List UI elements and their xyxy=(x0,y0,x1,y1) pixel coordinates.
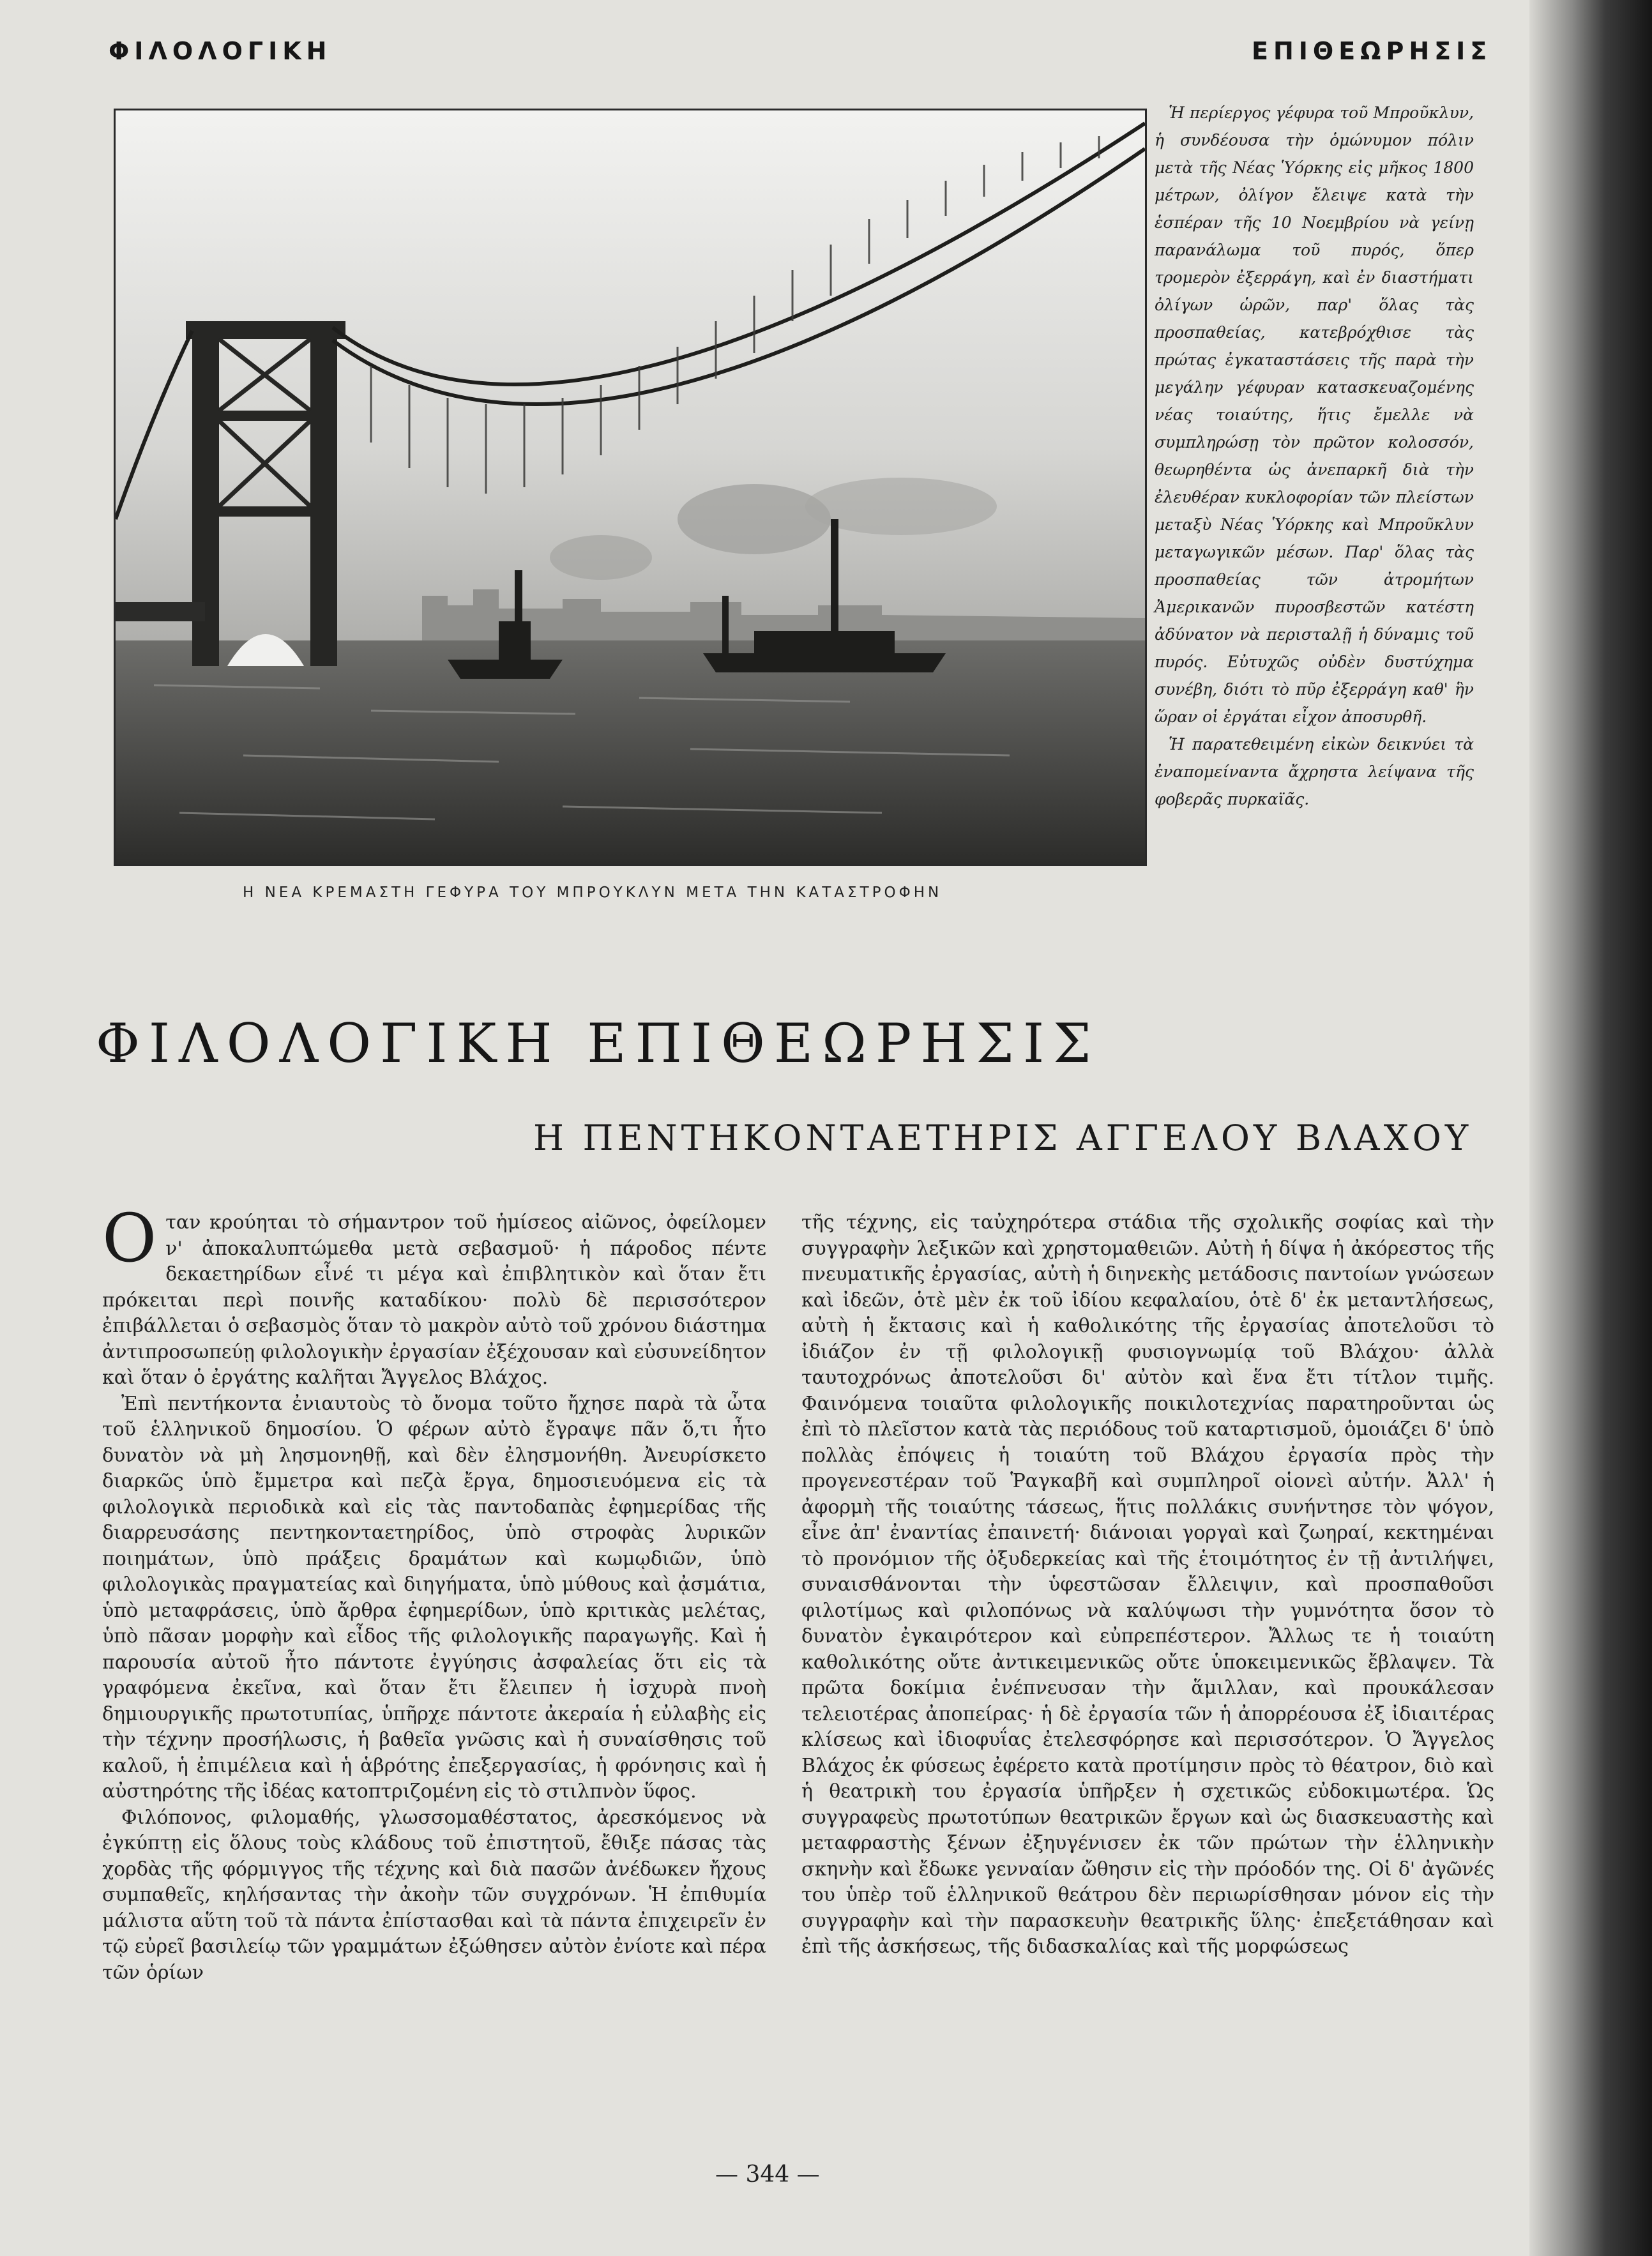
running-header-left: ΦΙΛΟΛΟΓΙΚΗ xyxy=(109,37,332,65)
book-binding-shadow xyxy=(1529,0,1652,2256)
article-column-right xyxy=(801,1210,1494,1960)
sidebar-paragraph: Ἡ παρατεθειμένη εἰκὼν δεικνύει τὰ ἐναπομείναντα ἄχρηστα λείψανα τῆς φοβερᾶς πυρκαϊᾶς. xyxy=(1155,735,1474,808)
article-paragraph: Ἐπὶ πεντήκοντα ἐνιαυτοὺς τὸ ὄνομα τοῦτο ἤχησε παρὰ τὰ ὦτα τοῦ ἑλληνικοῦ δημοσίου. Ὁ φέρων αὐτὸ ἔγραψε πᾶν ὅ,τι ἦτο δυνατὸν νὰ μὴ λησμονηθῇ, καὶ δὲν ἐλησμονήθη. Ἀνευρίσκετο διαρκῶς ὑπὸ ἔμμετρα καὶ πεζὰ ἔργα, δημοσιευόμενα εἰς τὰ φιλολογικὰ περιοδικὰ καὶ εἰς τὰς παντοδαπὰς ἐφημερίδας τῆς διαρρευσάσης πεντηκονταετηρίδος, ὑπὸ στροφὰς λυρικῶν ποιημάτων, ὑπὸ πράξεις δραμάτων καὶ κωμῳδιῶν, ὑπὸ φιλολογικὰς πραγματείας καὶ διηγήματα, ὑπὸ μύθους καὶ ᾀσμάτια, ὑπὸ μεταφράσεις, ὑπὸ ἄρθρα ἐφημερίδων, ὑπὸ κριτικὰς μελέτας, ὑπὸ πᾶσαν μορφὴν καὶ εἶδος τῆς φιλολογικῆς παραγωγῆς. Καὶ ἡ παρουσία αὐτοῦ ἦτο πάντοτε ἐγγύησις ἀσφαλείας ὅτι εἰς τὰ γραφόμενα ἐκεῖνα, καὶ ὅταν ἔτι ἔλειπεν ἡ ἰσχυρὰ πνοὴ δημιουργικῆς πρωτοτυπίας, ὑπῆρχε πάντοτε ἀκεραία ἡ εὐλαβὴς εἰς τὴν τέχνην προσήλωσις, ἡ βαθεῖα γνῶσις καὶ ἡ συναίσθησις τοῦ καλοῦ, ἡ ἐπιμέλεια καὶ ἡ ἁβρότης ἐπεξεργασίας, ἡ φρόνησις καὶ ἡ αὐστηρότης τῆς ἰδέας κατοπτριζομένη εἰς τὸ στιλπνὸν ὕφος. xyxy=(102,1392,766,1803)
running-header-right: ΕΠΙΘΕΩΡΗΣΙΣ xyxy=(1252,37,1492,65)
article-paragraph-text: ταν κρούηται τὸ σήμαντρον τοῦ ἡμίσεος αἰῶνος, ὀφείλομεν ν' ἀποκαλυπτώμεθα μετὰ σεβασμοῦ· ἡ πάροδος πέντε δεκαετηρίδων εἶνέ τι μέγα καὶ ἐπιβλητικὸν καὶ ὅταν ἔτι πρόκειται περὶ ποινῆς καταδίκου· πολὺ δὲ περισσότερον ἐπιβάλλεται ὁ σεβασμὸς ὅταν τὸ μακρὸν αὐτὸ τοῦ χρόνου διάστημα ἀντιπροσωπεύῃ φιλολογικὴν ἐργασίαν ἐξέχουσαν καὶ εὐσυνείδητον καὶ ὅταν ὁ ἐργάτης καλῆται Ἄγγελος Βλάχος. xyxy=(102,1211,766,1389)
article-title: ΦΙΛΟΛΟΓΙΚΗ ΕΠΙΘΕΩΡΗΣΙΣ xyxy=(96,1012,1100,1075)
article-paragraph: τῆς τέχνης, εἰς ταὐχηρότερα στάδια τῆς σχολικῆς σοφίας καὶ τὴν συγγραφὴν λεξικῶν καὶ χρηστομαθειῶν. Αὐτὴ ἡ δίψα ἡ ἀκόρεστος τῆς πνευματικῆς ἐργασίας, αὐτὴ ἡ διηνεκὴς μετάδοσις παντοίων γνώσεων καὶ ἰδεῶν, ὁτὲ μὲν ἐκ τοῦ ἰδίου κεφαλαίου, ὁτὲ δ' ἐκ μεταντλήσεως, αὐτὴ ἡ ἔκτασις καὶ ἡ καθολικότης τῆς ἐργασίας ἀποτελοῦσι τὸ ἰδιάζον ἐν τῇ φιλολογικῇ φυσιογνωμίᾳ τοῦ Βλάχου· ἀλλὰ ταυτοχρόνως ἀποτελοῦσι δι' αὐτὸν καὶ ἕνα ἔτι τίτλον τιμῆς. Φαινόμενα τοιαῦτα φιλολογικῆς ποικιλοτεχνίας παρατηροῦνται ὡς ἐπὶ τὸ πλεῖστον κατὰ τὰς περιόδους τοῦ καταρτισμοῦ, ὁμοιάζει δ' ὑπὸ πολλὰς ἐπόψεις ἡ τοιαύτη τοῦ Βλάχου ἐργασία πρὸς τὴν προγενεστέραν τοῦ Ῥαγκαβῆ καὶ συμπληροῖ οἱονεὶ αὐτήν. Ἀλλ' ἡ ἀφορμὴ τῆς τοιαύτης τάσεως, ἥτις πολλάκις συνήντησε τὸν ψόγον, εἶνε ἀπ' ἐναντίας ἐπαινετή· διάνοιαι γοργαὶ καὶ ζωηραί, κεκτημέναι τὸ προνόμιον τῆς ὀξυδερκείας καὶ τῆς ἑτοιμότητος ἐν τῇ ἀντιλήψει, συναισθάνονται τὴν ὑφεστῶσαν ἔλλειψιν, καὶ προσπαθοῦσι φιλοτίμως καὶ φιλοπόνως νὰ καλύψωσι τὴν γυμνότητα ὅσον τὸ δυνατὸν ἐγκαιρότερον καὶ εὐπρεπέστερον. Ἄλλως τε ἡ τοιαύτη καθολικότης οὔτε ἀντικειμενικῶς οὔτε ὑποκειμενικῶς ἔβλαψεν. Τὰ πρῶτα δοκίμια ἐνέπνευσαν τὴν ἅμιλλαν, καὶ προυκάλεσαν τελειοτέρας ἀποπείρας· ἡ δὲ ἐργασία τῶν ἡ ἀπορρέουσα ἐξ ἰδιαιτέρας κλίσεως καὶ ἰδιοφυΐας ἐτελεσφόρησε καὶ περισσότερον. Ὁ Ἄγγελος Βλάχος ἐκ φύσεως ἐφέρετο κατὰ προτίμησιν πρὸς τὸ θέατρον, διὸ καὶ ἡ θεατρικὴ του ἐργασία ὑπῆρξεν ἡ σχετικῶς εὐδοκιμωτέρα. Ὡς συγγραφεὺς πρωτοτύπων θεατρικῶν ἔργων καὶ ὡς διασκευαστὴς καὶ μεταφραστὴς ξένων ἐξηυγένισεν ἐκ τῶν πρώτων τὴν ἑλληνικὴν σκηνὴν καὶ ἔδωκε γενναίαν ὤθησιν εἰς τὴν πρόοδόν της. Οἱ δ' ἀγῶνές του ὑπὲρ τοῦ ἑλληνικοῦ θεάτρου δὲν περιωρίσθησαν μόνον εἰς τὴν συγγραφὴν καὶ τὴν παρασκευὴν θεατρικῆς ὕλης· ἐπεξετάθησαν καὶ ἐπὶ τῆς ἀσκήσεως, τῆς διδασκαλίας καὶ τῆς μορφώσεως xyxy=(801,1211,1494,1958)
sidebar-text xyxy=(1155,99,1474,813)
drop-cap: Ο xyxy=(102,1199,157,1277)
sidebar-paragraph: Ἡ περίεργος γέφυρα τοῦ Μπροῦκλυν, ἡ συνδέουσα τὴν ὁμώνυμον πόλιν μετὰ τῆς Νέας Ὑόρκης εἰς μῆκος 1800 μέτρων, ὀλίγον ἔλειψε κατὰ τὴν ἑσπέραν τῆς 10 Νοεμβρίου νὰ γείνῃ παρανάλωμα τοῦ πυρός, ὅπερ τρομερὸν ἐξερράγη, καὶ ἐν διαστήματι ὀλίγων ὡρῶν, παρ' ὅλας τὰς προσπαθείας, κατεβρόχθισε τὰς πρώτας ἐγκαταστάσεις τῆς παρὰ τὴν μεγάλην γέφυραν κατασκευαζομένης νέας τοιαύτης, ἥτις ἔμελλε νὰ συμπληρώσῃ τὸν πρῶτον κολοσσόν, θεωρηθέντα ὡς ἀνεπαρκῆ διὰ τὴν ἐλευθέραν κυκλοφορίαν τῶν πλείστων μεταξὺ Νέας Ὑόρκης καὶ Μπροῦκλυν μεταγωγικῶν μέσων. Παρ' ὅλας τὰς προσπαθείας τῶν ἀτρομήτων Ἀμερικανῶν πυροσβεστῶν κατέστη ἀδύνατον νὰ περισταλῇ ἡ δύναμις τοῦ πυρός. Εὐτυχῶς οὐδὲν δυστύχημα συνέβη, διότι τὸ πῦρ ἐξερράγη καθ' ἣν ὥραν οἱ ἐργάται εἶχον ἀποσυρθῆ. xyxy=(1155,103,1474,726)
bridge-photograph xyxy=(114,109,1147,866)
article-paragraph: Φιλόπονος, φιλομαθής, γλωσσομαθέστατος, ἀρεσκόμενος νὰ ἐγκύπτῃ εἰς ὅλους τοὺς κλάδους τοῦ ἐπιστητοῦ, ἔθιξε πάσας τὰς χορδὰς τῆς φόρμιγγος τῆς τέχνης καὶ διὰ πασῶν ἀνέδωκεν ἤχους συμπαθεῖς, κηλήσαντας τὴν ἀκοὴν τῶν συγχρόνων. Ἡ ἐπιθυμία μάλιστα αὕτη τοῦ τὰ πάντα ἐπίστασθαι καὶ τὰ πάντα ἐπιχειρεῖν ἐν τῷ εὐρεῖ βασιλείῳ τῶν γραμμάτων ἐξώθησεν αὐτὸν ἐνίοτε καὶ πέρα τῶν ὁρίων xyxy=(102,1806,766,1984)
article-column-left xyxy=(102,1199,766,1986)
article-paragraph xyxy=(102,1199,766,1391)
page-number: — 344 — xyxy=(715,2161,820,2188)
article-subtitle: Η ΠΕΝΤΗΚΟΝΤΑΕΤΗΡΙΣ ΑΓΓΕΛΟΥ ΒΛΑΧΟΥ xyxy=(533,1117,1473,1158)
bridge-photo-illustration xyxy=(116,110,1145,864)
figure-caption: Η ΝΕΑ ΚΡΕΜΑΣΤΗ ΓΕΦΥΡΑ ΤΟΥ ΜΠΡΟΥΚΛΥΝ ΜΕΤΑ ΤΗΝ ΚΑΤΑΣΤΡΟΦΗΝ xyxy=(243,884,943,901)
